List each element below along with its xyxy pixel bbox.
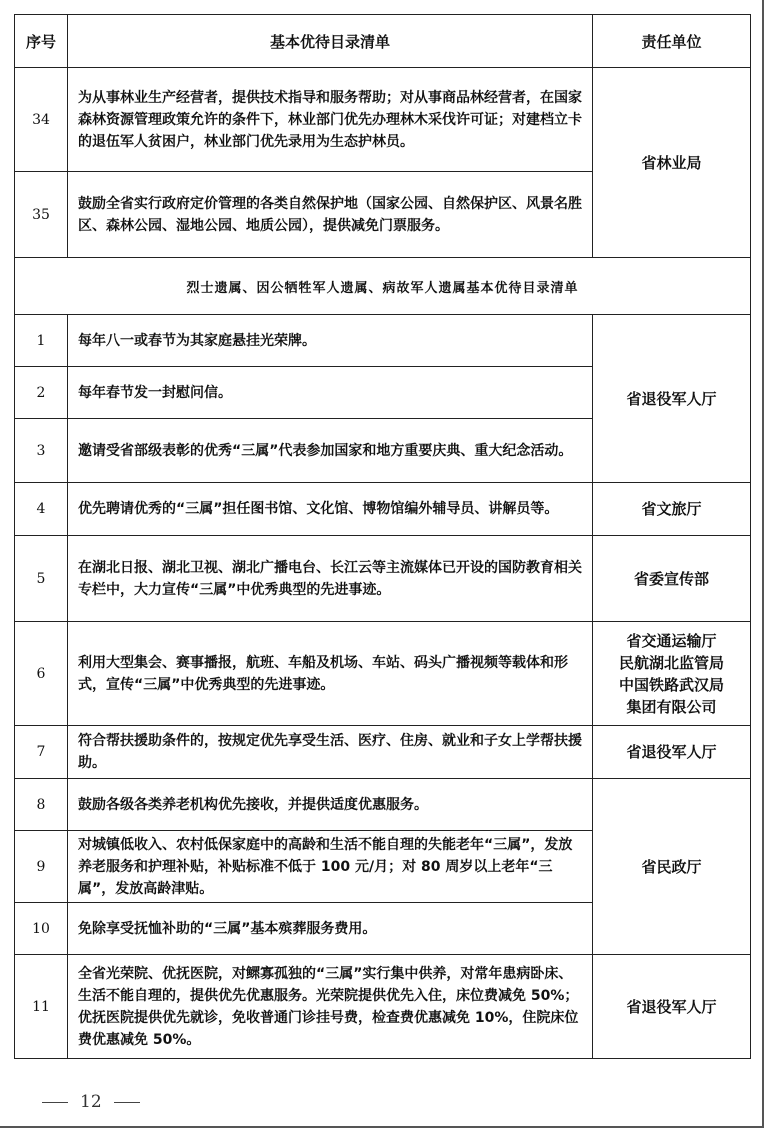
page-number: 12: [80, 1092, 102, 1112]
row-num: 1: [15, 315, 68, 367]
row-content: 免除享受抚恤补助的“三属”基本殡葬服务费用。: [68, 903, 593, 955]
row-content: 在湖北日报、湖北卫视、湖北广播电台、长江云等主流媒体已开设的国防教育相关专栏中，大力宣传“三属”中优秀典型的先进事迹。: [68, 536, 593, 622]
row-num: 4: [15, 483, 68, 536]
row-content: 每年八一或春节为其家庭悬挂光荣牌。: [68, 315, 593, 367]
table-row: [15, 622, 751, 726]
footer-dash-right: [114, 1102, 140, 1103]
row-content: 全省光荣院、优抚医院，对鳏寡孤独的“三属”实行集中供养，对常年患病卧床、生活不能自理的，提供优先优惠服务。光荣院提供优先入住，床位费减免 50%；优抚医院提供优先就诊，免收普通门诊挂号费，检查费优惠减免 10%，住院床位费优惠减免 50%。: [68, 955, 593, 1059]
row-num: 9: [15, 831, 68, 903]
row-num: 11: [15, 955, 68, 1059]
row-content: 优先聘请优秀的“三属”担任图书馆、文化馆、博物馆编外辅导员、讲解员等。: [68, 483, 593, 536]
row-num: 6: [15, 622, 68, 726]
table-row: [15, 726, 751, 779]
row-num: 3: [15, 419, 68, 483]
row-num: 34: [15, 68, 68, 172]
row-content: 为从事林业生产经营者，提供技术指导和服务帮助；对从事商品林经营者，在国家森林资源管理政策允许的条件下，林业部门优先办理林木采伐许可证；对建档立卡的退伍军人贫困户，林业部门优先录用为生态护林员。: [68, 68, 593, 172]
section-title-row: [15, 258, 751, 315]
table-row: [15, 68, 751, 172]
row-unit: 省退役军人厅: [593, 955, 751, 1059]
row-content: 每年春节发一封慰问信。: [68, 367, 593, 419]
row-num: 5: [15, 536, 68, 622]
header-num: 序号: [15, 15, 68, 68]
row-num: 8: [15, 779, 68, 831]
row-content: 鼓励全省实行政府定价管理的各类自然保护地（国家公园、自然保护区、风景名胜区、森林公园、湿地公园、地质公园），提供减免门票服务。: [68, 172, 593, 258]
table-header-row: [15, 15, 751, 68]
row-content: 对城镇低收入、农村低保家庭中的高龄和生活不能自理的失能老年“三属”，发放养老服务和护理补贴，补贴标准不低于 100 元/月；对 80 周岁以上老年“三属”，发放高龄津贴。: [68, 831, 593, 903]
row-unit: 省委宣传部: [593, 536, 751, 622]
table-row: [15, 536, 751, 622]
row-num: 7: [15, 726, 68, 779]
header-list: 基本优待目录清单: [68, 15, 593, 68]
row-unit: 省交通运输厅 民航湖北监管局 中国铁路武汉局 集团有限公司: [593, 622, 751, 726]
table-row: [15, 955, 751, 1059]
table-row: [15, 315, 751, 367]
row-num: 35: [15, 172, 68, 258]
footer-dash-left: [42, 1102, 68, 1103]
row-num: 2: [15, 367, 68, 419]
header-unit: 责任单位: [593, 15, 751, 68]
row-unit: 省文旅厅: [593, 483, 751, 536]
row-content: 邀请受省部级表彰的优秀“三属”代表参加国家和地方重要庆典、重大纪念活动。: [68, 419, 593, 483]
row-content: 鼓励各级各类养老机构优先接收，并提供适度优惠服务。: [68, 779, 593, 831]
section-title: 烈士遗属、因公牺牲军人遗属、病故军人遗属基本优待目录清单: [15, 258, 751, 315]
row-content: 利用大型集会、赛事播报，航班、车船及机场、车站、码头广播视频等载体和形式，宣传“三属”中优秀典型的先进事迹。: [68, 622, 593, 726]
table-row: [15, 779, 751, 831]
row-content: 符合帮扶援助条件的，按规定优先享受生活、医疗、住房、就业和子女上学帮扶援助。: [68, 726, 593, 779]
row-unit: 省退役军人厅: [593, 315, 751, 483]
table-row: [15, 483, 751, 536]
row-unit: 省林业局: [593, 68, 751, 258]
row-unit: 省民政厅: [593, 779, 751, 955]
row-unit: 省退役军人厅: [593, 726, 751, 779]
priority-list-table: [14, 14, 751, 1059]
row-num: 10: [15, 903, 68, 955]
page-footer: [30, 1092, 152, 1112]
